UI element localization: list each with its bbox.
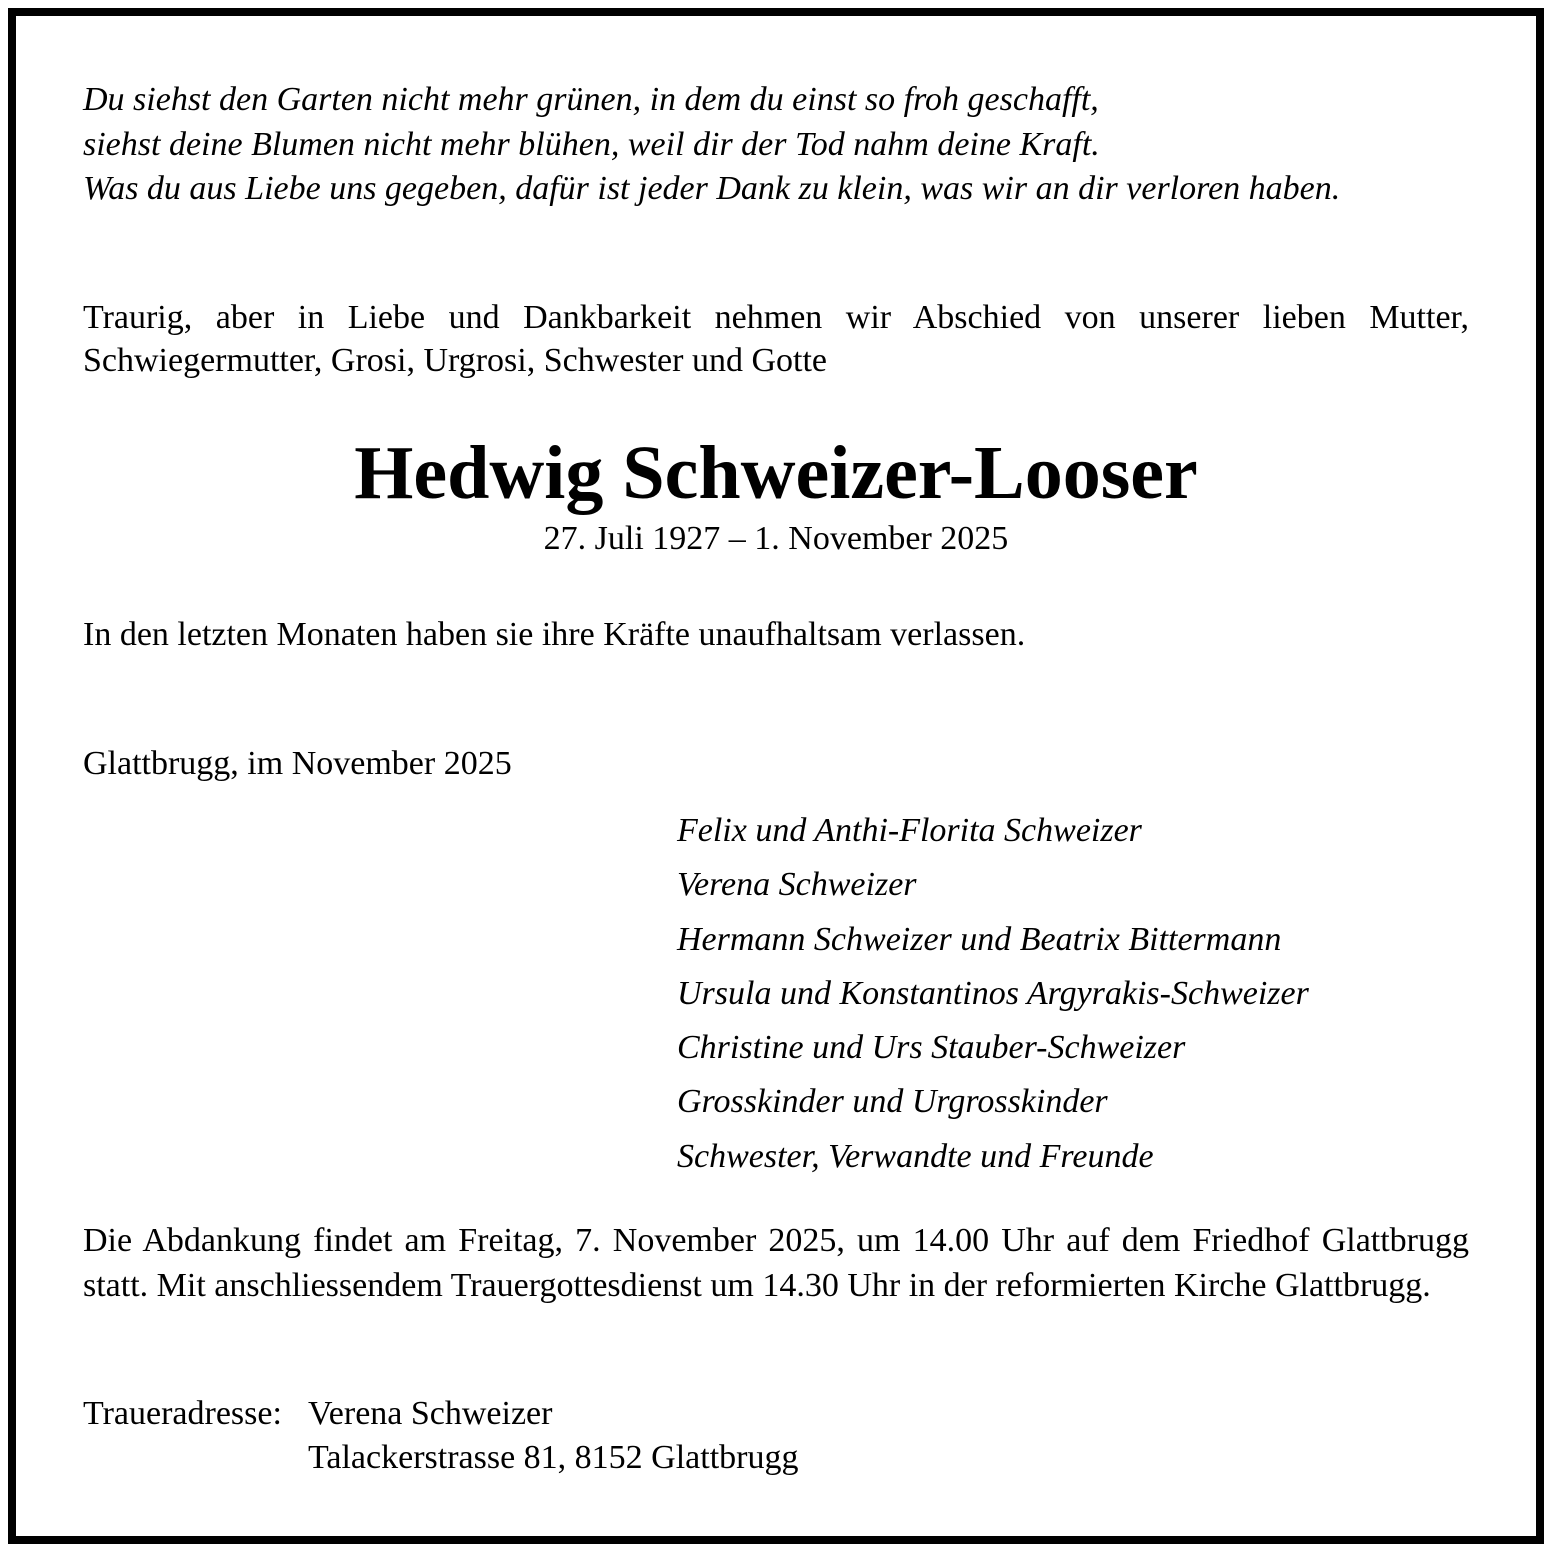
- mourner-entry: Schwester, Verwandte und Freunde: [677, 1137, 1154, 1175]
- address-name: Verena Schweizer: [308, 1395, 553, 1432]
- intro-text: Traurig, aber in Liebe und Dankbarkeit nehmen wir Abschied von unserer lieben Mutter, Schwiegermutter, Grosi, Urgrosi, Schwester und Gotte: [83, 299, 1469, 379]
- poem: [83, 78, 1469, 212]
- address-spacer: [83, 1436, 308, 1480]
- mourners-list: [677, 804, 1309, 1184]
- mourner-entry: Verena Schweizer: [677, 866, 917, 904]
- mourner-entry: Felix und Anthi-Florita Schweizer: [677, 812, 1142, 849]
- address-street: Talackerstrasse 81, 8152 Glattbrugg: [308, 1439, 799, 1476]
- place-date: Glattbrugg, im November 2025: [83, 745, 512, 782]
- mourner-entry: Hermann Schweizer und Beatrix Bittermann: [677, 920, 1282, 958]
- service-info: Die Abdankung findet am Freitag, 7. November 2025, um 14.00 Uhr auf dem Friedhof Glattbrugg statt. Mit anschliessendem Trauergottesdienst um 14.30 Uhr in der reformierten Kirche Glattbrugg.: [83, 1222, 1469, 1304]
- poem-line: Du siehst den Garten nicht mehr grünen, in dem du einst so froh geschafft,: [83, 81, 1099, 118]
- closing-sentence: In den letzten Monaten haben sie ihre Kräfte unaufhaltsam verlassen.: [83, 616, 1026, 653]
- mourner-entry: Grosskinder und Urgrosskinder: [677, 1083, 1108, 1121]
- life-dates: 27. Juli 1927 – 1. November 2025: [543, 520, 1009, 557]
- poem-line: siehst deine Blumen nicht mehr blühen, weil dir der Tod nahm deine Kraft.: [83, 125, 1100, 163]
- poem-line: Was du aus Liebe uns gegeben, dafür ist jeder Dank zu klein, was wir an dir verloren haben.: [83, 170, 1341, 207]
- address-label: Traueradresse:: [83, 1395, 282, 1432]
- mourner-entry: Christine und Urs Stauber-Schweizer: [677, 1029, 1186, 1067]
- mourning-address: [83, 1392, 1469, 1480]
- mourner-entry: Ursula und Konstantinos Argyrakis-Schweizer: [677, 974, 1309, 1012]
- deceased-name: Hedwig Schweizer-Looser: [354, 431, 1198, 515]
